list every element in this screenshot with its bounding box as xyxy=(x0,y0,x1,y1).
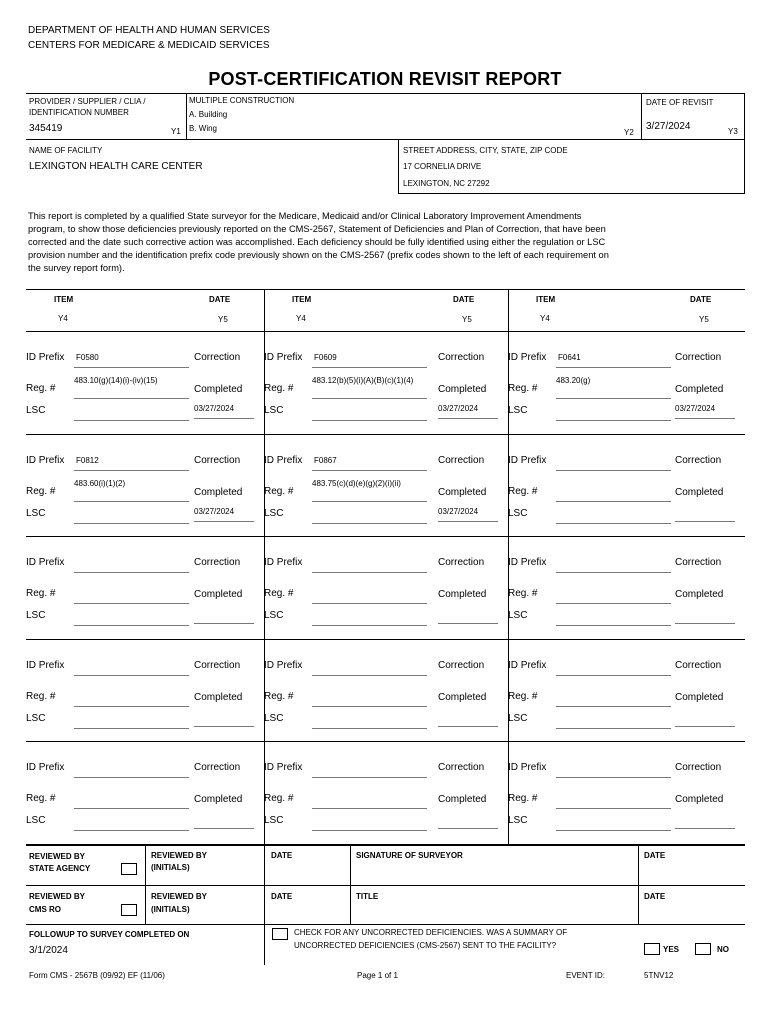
reg-value[interactable]: 483.75(c)(d)(e)(g)(2)(i)(ii) xyxy=(312,479,401,488)
reg-label: Reg. # xyxy=(26,486,56,497)
completed-label: Completed xyxy=(194,692,243,703)
dept-line-1: DEPARTMENT OF HEALTH AND HUMAN SERVICES xyxy=(28,25,270,36)
lsc-label: LSC xyxy=(508,610,528,621)
address-line-1: 17 CORNELIA DRIVE xyxy=(403,162,482,171)
id-prefix-label: ID Prefix xyxy=(508,762,547,773)
reg-label: Reg. # xyxy=(508,588,538,599)
id-prefix-label: ID Prefix xyxy=(508,352,547,363)
col-y4-code: Y4 xyxy=(58,314,68,323)
correction-label: Correction xyxy=(438,660,485,671)
col-item-header: ITEM xyxy=(292,295,312,304)
completed-label: Completed xyxy=(438,384,487,395)
wing-label: B. Wing xyxy=(189,124,218,133)
reg-label: Reg. # xyxy=(508,691,538,702)
lsc-label: LSC xyxy=(26,610,46,621)
id-prefix-label: ID Prefix xyxy=(264,762,303,773)
completed-date[interactable]: 03/27/2024 xyxy=(194,404,235,413)
no-checkbox[interactable] xyxy=(695,943,711,955)
id-prefix-label: ID Prefix xyxy=(508,660,547,671)
correction-label: Correction xyxy=(675,660,722,671)
reg-value[interactable]: 483.10(g)(14)(i)-(iv)(15) xyxy=(74,376,158,385)
reg-label: Reg. # xyxy=(26,588,56,599)
address-line-2: LEXINGTON, NC 27292 xyxy=(403,179,490,188)
cms-ro-checkbox[interactable] xyxy=(121,904,137,916)
correction-label: Correction xyxy=(438,762,485,773)
date-label-4: DATE xyxy=(644,892,666,901)
completed-label: Completed xyxy=(194,794,243,805)
reg-label: Reg. # xyxy=(264,486,294,497)
col-y5-code: Y5 xyxy=(462,315,472,324)
y3-code: Y3 xyxy=(728,127,738,136)
id-prefix-label: ID Prefix xyxy=(264,660,303,671)
correction-label: Correction xyxy=(194,660,241,671)
y1-code: Y1 xyxy=(171,127,181,136)
intro-line-2: program, to show those deficiencies previously reported on the CMS-2567, Statement of Deficiencies and Plan of Correction, that have been xyxy=(28,224,606,234)
correction-label: Correction xyxy=(438,455,485,466)
correction-label: Correction xyxy=(194,762,241,773)
completed-label: Completed xyxy=(675,487,724,498)
col-date-header: DATE xyxy=(453,295,475,304)
multiple-construction-label: MULTIPLE CONSTRUCTION xyxy=(189,96,295,105)
completed-label: Completed xyxy=(438,794,487,805)
correction-label: Correction xyxy=(194,557,241,568)
reg-label: Reg. # xyxy=(508,486,538,497)
event-id-label: EVENT ID: xyxy=(566,971,605,980)
no-label: NO xyxy=(717,945,729,954)
id-prefix-label: ID Prefix xyxy=(26,352,65,363)
id-prefix-label: ID Prefix xyxy=(26,660,65,671)
correction-label: Correction xyxy=(194,352,241,363)
lsc-label: LSC xyxy=(264,508,284,519)
reviewed-initials-label-3: REVIEWED BY xyxy=(151,892,208,901)
correction-label: Correction xyxy=(675,455,722,466)
correction-label: Correction xyxy=(438,557,485,568)
form-id: Form CMS - 2567B (09/92) EF (11/06) xyxy=(29,971,165,980)
id-prefix-value[interactable]: F0867 xyxy=(314,456,337,465)
reviewed-initials-label-4: (INITIALS) xyxy=(151,905,190,914)
reg-label: Reg. # xyxy=(508,383,538,394)
col-date-header: DATE xyxy=(690,295,712,304)
yes-label: YES xyxy=(663,945,680,954)
completed-label: Completed xyxy=(675,589,724,600)
event-id-value: 5TNV12 xyxy=(644,971,674,980)
page-number: Page 1 of 1 xyxy=(357,971,398,980)
reg-label: Reg. # xyxy=(264,588,294,599)
lsc-label: LSC xyxy=(264,815,284,826)
reviewed-cms-label-2: CMS RO xyxy=(29,905,61,914)
completed-date[interactable]: 03/27/2024 xyxy=(675,404,716,413)
provider-label-1: PROVIDER / SUPPLIER / CLIA / xyxy=(29,97,146,106)
intro-line-3: corrected and the date such corrective action was accomplished. Each deficiency should be fully identified using either the regulation or LSC xyxy=(28,237,606,247)
completed-label: Completed xyxy=(675,692,724,703)
reg-label: Reg. # xyxy=(264,691,294,702)
reg-value[interactable]: 483.12(b)(5)(i)(A)(B)(c)(1)(4) xyxy=(312,376,414,385)
lsc-label: LSC xyxy=(26,713,46,724)
reg-label: Reg. # xyxy=(26,691,56,702)
lsc-label: LSC xyxy=(508,405,528,416)
lsc-label: LSC xyxy=(26,405,46,416)
completed-label: Completed xyxy=(675,794,724,805)
date-revisit-value: 3/27/2024 xyxy=(646,121,691,132)
check-line-2: UNCORRECTED DEFICIENCIES (CMS-2567) SENT TO THE FACILITY? xyxy=(294,941,557,950)
reviewed-cms-label-1: REVIEWED BY xyxy=(29,892,86,901)
intro-line-5: the survey report form). xyxy=(28,263,125,273)
completed-date[interactable]: 03/27/2024 xyxy=(194,507,235,516)
reviewed-initials-label-2: (INITIALS) xyxy=(151,863,190,872)
completed-label: Completed xyxy=(438,692,487,703)
reg-label: Reg. # xyxy=(508,793,538,804)
id-prefix-value[interactable]: F0812 xyxy=(76,456,99,465)
id-prefix-label: ID Prefix xyxy=(26,455,65,466)
id-prefix-label: ID Prefix xyxy=(264,557,303,568)
lsc-label: LSC xyxy=(508,508,528,519)
reg-label: Reg. # xyxy=(26,793,56,804)
page-title: POST-CERTIFICATION REVISIT REPORT xyxy=(208,69,562,89)
completed-date[interactable]: 03/27/2024 xyxy=(438,507,479,516)
completed-label: Completed xyxy=(438,589,487,600)
col-y5-code: Y5 xyxy=(218,315,228,324)
facility-name: LEXINGTON HEALTH CARE CENTER xyxy=(29,161,203,172)
correction-label: Correction xyxy=(675,762,722,773)
lsc-label: LSC xyxy=(264,713,284,724)
completed-label: Completed xyxy=(438,487,487,498)
lsc-label: LSC xyxy=(264,405,284,416)
reg-value[interactable]: 483.60(i)(1)(2) xyxy=(74,479,126,488)
dept-line-2: CENTERS FOR MEDICARE & MEDICAID SERVICES xyxy=(28,40,270,51)
col-y4-code: Y4 xyxy=(540,314,550,323)
uncorrected-checkbox[interactable] xyxy=(272,928,288,940)
provider-label-2: IDENTIFICATION NUMBER xyxy=(29,108,129,117)
completed-date[interactable]: 03/27/2024 xyxy=(438,404,479,413)
col-y4-code: Y4 xyxy=(296,314,306,323)
completed-label: Completed xyxy=(194,589,243,600)
id-prefix-label: ID Prefix xyxy=(26,762,65,773)
state-agency-checkbox[interactable] xyxy=(121,863,137,875)
id-prefix-label: ID Prefix xyxy=(264,455,303,466)
id-prefix-label: ID Prefix xyxy=(508,557,547,568)
correction-label: Correction xyxy=(675,557,722,568)
id-prefix-label: ID Prefix xyxy=(264,352,303,363)
date-revisit-label: DATE OF REVISIT xyxy=(646,98,714,107)
completed-label: Completed xyxy=(194,384,243,395)
building-label: A. Building xyxy=(189,110,228,119)
id-prefix-value[interactable]: F0609 xyxy=(314,353,337,362)
col-item-header: ITEM xyxy=(536,295,556,304)
y2-code: Y2 xyxy=(624,128,634,137)
id-prefix-label: ID Prefix xyxy=(26,557,65,568)
col-item-header: ITEM xyxy=(54,295,74,304)
completed-label: Completed xyxy=(675,384,724,395)
lsc-label: LSC xyxy=(264,610,284,621)
col-date-header: DATE xyxy=(209,295,231,304)
lsc-label: LSC xyxy=(26,508,46,519)
id-prefix-value[interactable]: F0580 xyxy=(76,353,99,362)
lsc-label: LSC xyxy=(508,713,528,724)
id-prefix-value[interactable]: F0641 xyxy=(558,353,581,362)
reg-label: Reg. # xyxy=(264,383,294,394)
reviewed-state-label-1: REVIEWED BY xyxy=(29,852,86,861)
reviewed-state-label-2: STATE AGENCY xyxy=(29,864,91,873)
yes-checkbox[interactable] xyxy=(644,943,660,955)
reviewed-initials-label-1: REVIEWED BY xyxy=(151,851,208,860)
reg-value[interactable]: 483.20(g) xyxy=(556,376,591,385)
provider-number: 345419 xyxy=(29,123,63,134)
correction-label: Correction xyxy=(675,352,722,363)
followup-date: 3/1/2024 xyxy=(29,945,68,956)
followup-label: FOLLOWUP TO SURVEY COMPLETED ON xyxy=(29,930,190,939)
reg-label: Reg. # xyxy=(264,793,294,804)
date-label-1: DATE xyxy=(271,851,293,860)
reg-label: Reg. # xyxy=(26,383,56,394)
date-label-2: DATE xyxy=(644,851,666,860)
address-label: STREET ADDRESS, CITY, STATE, ZIP CODE xyxy=(403,146,568,155)
intro-line-4: provision number and the identification prefix code previously shown on the CMS-2567 (prefix codes shown to the left of each requirement on xyxy=(28,250,609,260)
intro-paragraph xyxy=(28,210,728,275)
title-label: TITLE xyxy=(356,892,379,901)
check-line-1: CHECK FOR ANY UNCORRECTED DEFICIENCIES. WAS A SUMMARY OF xyxy=(294,928,568,937)
correction-label: Correction xyxy=(194,455,241,466)
correction-label: Correction xyxy=(438,352,485,363)
col-y5-code: Y5 xyxy=(699,315,709,324)
signature-label: SIGNATURE OF SURVEYOR xyxy=(356,851,463,860)
completed-label: Completed xyxy=(194,487,243,498)
lsc-label: LSC xyxy=(508,815,528,826)
id-prefix-label: ID Prefix xyxy=(508,455,547,466)
facility-label: NAME OF FACILITY xyxy=(29,146,103,155)
lsc-label: LSC xyxy=(26,815,46,826)
intro-line-1: This report is completed by a qualified State surveyor for the Medicare, Medicaid and/or Clinical Laboratory Improvement Amendments xyxy=(28,211,582,221)
date-label-3: DATE xyxy=(271,892,293,901)
